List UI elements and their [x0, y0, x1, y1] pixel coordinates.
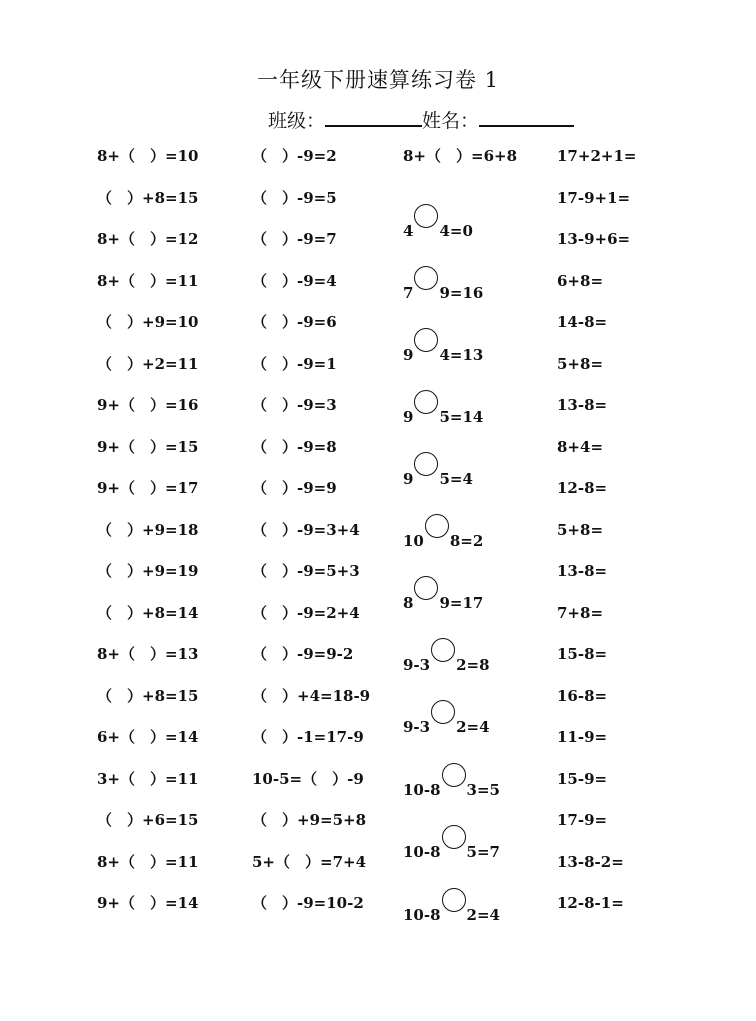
operator-circle-icon[interactable]: [414, 390, 438, 414]
circle-problem-left: 10-8: [403, 843, 441, 861]
circle-problem: [403, 390, 483, 427]
problem-item: （ ）+6=15: [97, 811, 199, 829]
problem-item: 15-8=: [557, 645, 608, 663]
operator-circle-icon[interactable]: [442, 763, 466, 787]
circle-problem-left: 8: [403, 594, 414, 612]
problem-item: 15-9=: [557, 769, 608, 788]
problem-item: （ ）-9=2+4: [252, 603, 360, 622]
operator-circle-icon[interactable]: [442, 888, 466, 912]
problem-item: （ ）-9=9-2: [252, 645, 354, 663]
problem-item: （ ）-9=1: [252, 354, 337, 373]
problem-item: 8+（ ）=11: [97, 852, 199, 871]
problem-item: 9+（ ）=15: [97, 437, 199, 456]
problem-item: （ ）+2=11: [97, 354, 199, 373]
operator-circle-icon[interactable]: [414, 328, 438, 352]
class-label: 班级：: [268, 110, 326, 132]
problem-item: 9+（ ）=17: [97, 479, 199, 497]
problem-item: 16-8=: [557, 686, 608, 705]
circle-problem-left: 10-8: [403, 906, 441, 924]
circle-problem: [403, 888, 500, 925]
problem-item: （ ）-9=5: [252, 188, 337, 207]
problem-item: （ ）-9=7: [252, 230, 337, 248]
circle-problem: [403, 204, 473, 241]
problem-item: 5+8=: [557, 520, 604, 539]
circle-problem-right: 2=4: [466, 906, 500, 924]
circle-problem: [403, 328, 483, 365]
circle-problem-right: 4=0: [439, 222, 473, 240]
operator-circle-icon[interactable]: [414, 204, 438, 228]
circle-problem: [403, 700, 490, 737]
problem-item: （ ）+8=15: [97, 686, 199, 705]
problem-item: 8+（ ）=13: [97, 645, 199, 663]
circle-problem-right: 5=14: [439, 408, 484, 426]
problem-item: 8+（ ）=12: [97, 230, 199, 248]
circle-problem-right: 5=4: [439, 470, 473, 488]
circle-problem-right: 8=2: [449, 532, 484, 550]
problem-item: （ ）+9=10: [97, 313, 199, 331]
problem-item: （ ）+4=18-9: [252, 686, 371, 705]
problem-item: （ ）+9=19: [97, 562, 199, 580]
problem-item: （ ）+9=18: [97, 520, 199, 539]
problem-item: 17-9=: [557, 811, 608, 829]
problem-item: 8+（ ）=6+8: [403, 147, 518, 165]
problem-item: 12-8-1=: [557, 894, 624, 912]
circle-problem-left: 9: [403, 408, 414, 426]
problem-item: （ ）-9=6: [252, 313, 337, 331]
problem-item: （ ）-9=9: [252, 479, 337, 497]
circle-problem-right: 2=4: [456, 718, 490, 736]
circle-problem: [403, 763, 500, 800]
problem-item: 17-9+1=: [557, 188, 631, 207]
circle-problem: [403, 638, 490, 675]
problem-item: 5+8=: [557, 354, 604, 373]
problem-item: 7+8=: [557, 603, 604, 622]
problem-item: （ ）+9=5+8: [252, 811, 367, 829]
name-label: 姓名：: [422, 110, 480, 132]
problem-item: （ ）-9=3+4: [252, 520, 360, 539]
circle-problem-right: 9=16: [439, 284, 484, 302]
column-mental-math: [557, 146, 636, 935]
operator-circle-icon[interactable]: [414, 266, 438, 290]
problem-item: 9+（ ）=14: [97, 894, 199, 912]
circle-problem-right: 5=7: [466, 843, 500, 861]
column-circle-operators: [403, 0, 553, 1021]
problem-item: 13-8=: [557, 562, 608, 580]
circle-problem: [403, 452, 473, 489]
circle-problem: [403, 514, 483, 551]
problem-item: 13-8=: [557, 396, 608, 414]
problem-item: （ ）-9=4: [252, 271, 337, 290]
column-addition-fill: [97, 146, 198, 935]
problem-item: 8+4=: [557, 437, 604, 456]
circle-problem-left: 9: [403, 470, 414, 488]
circle-problem-left: 7: [403, 284, 414, 302]
problem-item: （ ）-1=17-9: [252, 728, 364, 746]
problem-item: 8+（ ）=11: [97, 271, 199, 290]
problem-item: 5+（ ）=7+4: [252, 852, 367, 871]
problem-item: 8+（ ）=10: [97, 147, 199, 165]
problem-item: 3+（ ）=11: [97, 769, 199, 788]
circle-problem-left: 10-8: [403, 781, 441, 799]
problem-item: 14-8=: [557, 313, 608, 331]
operator-circle-icon[interactable]: [425, 514, 449, 538]
problem-item: 11-9=: [557, 728, 608, 746]
problem-item: （ ）+8=14: [97, 603, 199, 622]
operator-circle-icon[interactable]: [442, 825, 466, 849]
circle-problem-left: 9: [403, 346, 414, 364]
problem-item: （ ）-9=5+3: [252, 562, 360, 580]
circle-problem: [403, 576, 483, 613]
problem-item: 13-8-2=: [557, 852, 624, 871]
circle-problem-left: 9-3: [403, 656, 431, 674]
operator-circle-icon[interactable]: [414, 452, 438, 476]
worksheet-title: 一年级下册速算练习卷 1: [256, 68, 500, 92]
circle-problem-left: 10: [403, 532, 424, 550]
operator-circle-icon[interactable]: [431, 638, 455, 662]
problem-item: 10-5=（ ）-9: [252, 769, 364, 788]
circle-problem-right: 2=8: [456, 656, 490, 674]
problem-item: 12-8=: [557, 479, 608, 497]
problem-item: 6+（ ）=14: [97, 728, 199, 746]
circle-problem: [403, 266, 483, 303]
column-subtraction-fill: [252, 146, 370, 935]
problem-item: （ ）-9=3: [252, 396, 337, 414]
problem-item: 13-9+6=: [557, 230, 631, 248]
problem-item: 17+2+1=: [557, 147, 637, 165]
problem-item: （ ）-9=10-2: [252, 894, 364, 912]
circle-problem-left: 4: [403, 222, 414, 240]
problem-item: （ ）-9=2: [252, 147, 337, 165]
circle-problem-right: 4=13: [439, 346, 484, 364]
problem-item: 6+8=: [557, 271, 604, 290]
circle-problem-right: 3=5: [466, 781, 500, 799]
problem-item: （ ）+8=15: [97, 188, 199, 207]
problem-item: （ ）-9=8: [252, 437, 337, 456]
circle-problem-right: 9=17: [439, 594, 484, 612]
operator-circle-icon[interactable]: [431, 700, 455, 724]
circle-problem-left: 9-3: [403, 718, 431, 736]
circle-problem: [403, 825, 500, 862]
operator-circle-icon[interactable]: [414, 576, 438, 600]
problem-item: 9+（ ）=16: [97, 396, 199, 414]
